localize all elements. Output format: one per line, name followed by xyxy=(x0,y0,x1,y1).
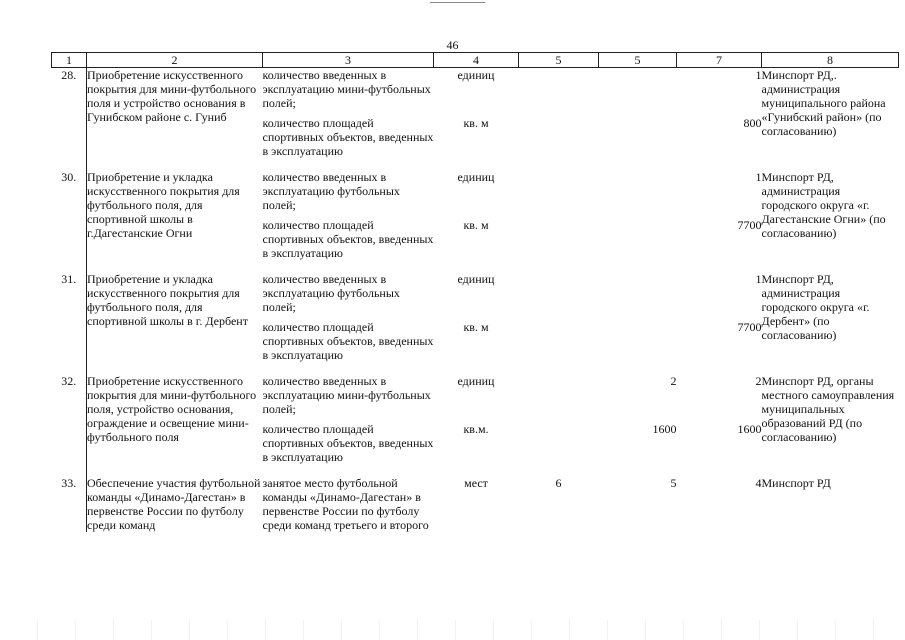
value-col7: 1600 xyxy=(737,422,762,436)
value-col5 xyxy=(519,68,599,111)
value-col6 xyxy=(599,68,677,111)
row-number: 30. xyxy=(52,170,87,260)
row-number: 28. xyxy=(52,68,87,159)
table-row xyxy=(52,170,899,212)
indicator-unit: кв. м xyxy=(463,320,489,334)
top-rule xyxy=(430,2,485,3)
indicator-unit: единиц xyxy=(457,68,495,82)
value-col7: 1 xyxy=(755,272,762,286)
indicator-unit: кв. м xyxy=(463,116,489,130)
value-col5 xyxy=(519,170,599,212)
value-col6 xyxy=(599,170,677,212)
row-spacer xyxy=(52,464,899,476)
header-cell: 5 xyxy=(599,53,677,68)
activity-name: Обеспечение участия футбольной команды «Динамо-Дагестан» в первенстве России по футболу среди команд xyxy=(87,476,261,532)
executor: Минспорт РД xyxy=(761,476,831,490)
row-number: 32. xyxy=(52,374,87,464)
value-col6 xyxy=(599,272,677,314)
indicator-text: количество площадей спортивных объектов, введенных в эксплуатацию xyxy=(262,422,434,464)
page-number: 46 xyxy=(446,38,459,52)
executor: Минспорт РД, администрация городского округа «г. Дербент» (по согласованию) xyxy=(761,272,870,342)
value-col6: 5 xyxy=(670,476,677,490)
indicator-text: занятое место футбольной команды «Динамо-Дагестан» в первенстве России по футболу среди команд третьего и второго xyxy=(262,476,429,532)
indicator-unit: кв. м xyxy=(463,218,489,232)
row-spacer xyxy=(52,158,899,170)
value-col5: 6 xyxy=(555,476,562,490)
value-col7: 4 xyxy=(755,476,762,490)
value-col6 xyxy=(599,212,677,260)
indicator-text: количество введенных в эксплуатацию мини-футбольных полей; xyxy=(262,374,431,416)
indicator-text: количество площадей спортивных объектов, введенных в эксплуатацию xyxy=(262,218,434,260)
header-cell: 3 xyxy=(263,53,434,68)
table-row xyxy=(52,272,899,314)
value-col7: 1 xyxy=(755,170,762,184)
row-spacer xyxy=(52,362,899,374)
indicator-text: количество введенных в эксплуатацию мини-футбольных полей; xyxy=(262,68,431,110)
value-col6: 1600 xyxy=(652,422,677,436)
header-cell: 7 xyxy=(677,53,762,68)
indicator-unit: кв.м. xyxy=(463,422,489,436)
value-col7: 2 xyxy=(755,374,762,388)
indicator-unit: мест xyxy=(464,476,488,490)
header-cell: 4 xyxy=(434,53,519,68)
indicator-text: количество введенных в эксплуатацию футбольных полей; xyxy=(262,272,400,314)
value-col7: 1 xyxy=(755,68,762,82)
executor: Минспорт РД,. администрация муниципального района «Гунибский район» (по согласованию) xyxy=(761,68,886,138)
value-col6 xyxy=(599,110,677,158)
value-col6: 2 xyxy=(670,374,677,388)
row-number: 31. xyxy=(52,272,87,362)
value-col7: 7700 xyxy=(737,320,762,334)
header-cell: 5 xyxy=(519,53,599,68)
value-col6 xyxy=(599,314,677,362)
header-cell: 8 xyxy=(762,53,899,68)
executor: Минспорт РД, администрация городского округа «г. Дагестанские Огни» (по согласованию) xyxy=(761,170,886,240)
value-col5 xyxy=(519,314,599,362)
value-col5 xyxy=(519,110,599,158)
header-cell: 2 xyxy=(87,53,263,68)
value-col7: 7700 xyxy=(737,218,762,232)
value-col7: 800 xyxy=(743,116,762,130)
activity-name: Приобретение и укладка искусственного покрытия для футбольного поля, для спортивной школы в г.Дагестанские Огни xyxy=(87,170,240,240)
indicator-unit: единиц xyxy=(457,272,495,286)
indicator-unit: единиц xyxy=(457,170,495,184)
activity-name: Приобретение искусственного покрытия для мини-футбольного поля и устройство основания в Гунибском районе с. Гуниб xyxy=(87,68,257,124)
row-number: 33. xyxy=(52,476,87,532)
program-table xyxy=(51,52,899,532)
table-row xyxy=(52,476,899,532)
value-col5 xyxy=(519,272,599,314)
activity-name: Приобретение искусственного покрытия для мини-футбольного поля, устройство основания, ограждение и освещение мини-футбольного поля xyxy=(87,374,257,444)
executor: Минспорт РД, органы местного самоуправления муниципальных образований РД (по согласованию) xyxy=(761,374,895,444)
value-col5 xyxy=(519,374,599,416)
table-row xyxy=(52,68,899,111)
value-col5 xyxy=(519,416,599,464)
table-row xyxy=(52,374,899,416)
indicator-text: количество введенных в эксплуатацию футбольных полей; xyxy=(262,170,400,212)
indicator-text: количество площадей спортивных объектов, введенных в эксплуатацию xyxy=(262,320,434,362)
indicator-text: количество площадей спортивных объектов, введенных в эксплуатацию xyxy=(262,116,434,158)
scan-noise xyxy=(0,620,905,640)
row-spacer xyxy=(52,260,899,272)
header-row xyxy=(52,53,899,68)
value-col5 xyxy=(519,212,599,260)
header-cell: 1 xyxy=(52,53,87,68)
indicator-unit: единиц xyxy=(457,374,495,388)
activity-name: Приобретение и укладка искусственного покрытия для футбольного поля, для спортивной школы в г. Дербент xyxy=(87,272,248,328)
